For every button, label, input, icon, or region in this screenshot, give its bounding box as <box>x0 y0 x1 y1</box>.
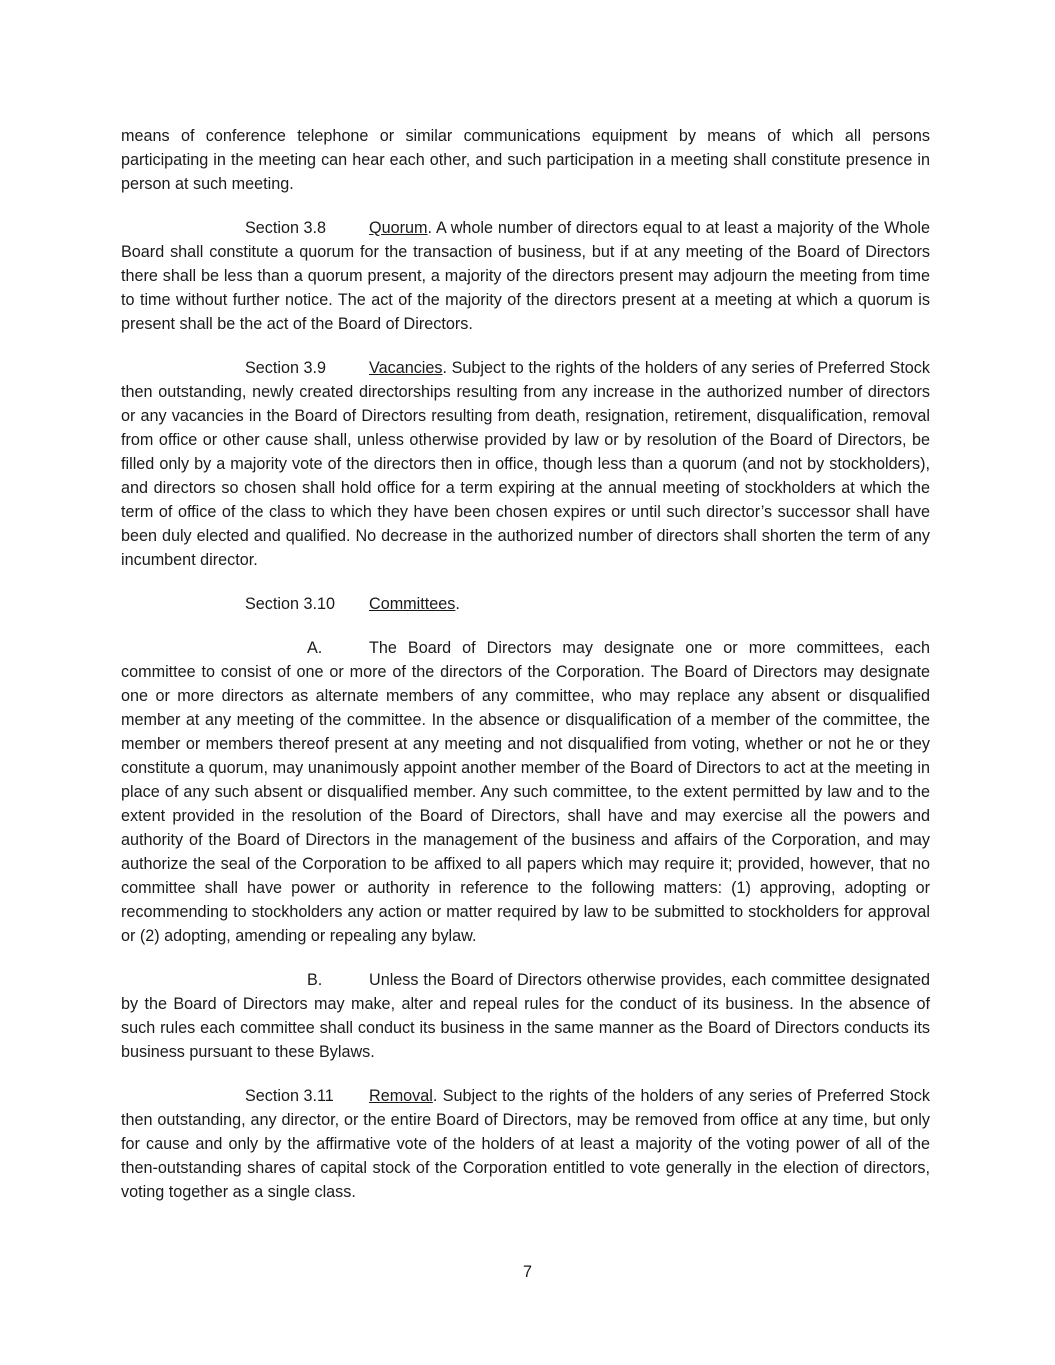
subsection-text: The Board of Directors may designate one or more committees, each committee to consist of one or more of the directors of the Corporation. The Board of Directors may designate one or more directors as alternate members of any committee, who may replace any absent or disqualified member at any meeting of the committee. In the absence or disqualification of a member of the committee, the member or members thereof present at any meeting and not disqualified from voting, whether or not he or they constitute a quorum, may unanimously appoint another member of the Board of Directors to act at the meeting in place of any such absent or disqualified member. Any such committee, to the extent permitted by law and to the extent provided in the resolution of the Board of Directors, shall have and may exercise all the powers and authority of the Board of Directors in the management of the business and affairs of the Corporation, and may authorize the seal of the Corporation to be affixed to all papers which may require it; provided, however, that no committee shall have power or authority in reference to the following matters: (1) approving, adopting or recommending to stockholders any action or matter required by law to be submitted to stockholders for approval or (2) adopting, amending or repealing any bylaw. <box>121 639 930 945</box>
section-text: . <box>455 595 460 613</box>
section-title: Removal <box>369 1087 433 1105</box>
section-title: Vacancies <box>369 359 443 377</box>
section-text: . A whole number of directors equal to at least a majority of the Whole Board shall constitute a quorum for the transaction of business, but if at any meeting of the Board of Directors there shall be less than a quorum present, a majority of the directors present may adjourn the meeting from time to time without further notice. The act of the majority of the directors present at a meeting at which a quorum is present shall be the act of the Board of Directors. <box>121 219 930 333</box>
section-number: Section 3.10 <box>245 595 335 613</box>
section-3-9 <box>121 356 930 572</box>
section-title: Committees <box>369 595 456 613</box>
section-3-10-a <box>121 636 930 948</box>
section-number: Section 3.9 <box>245 359 326 377</box>
section-3-8 <box>121 216 930 336</box>
section-title: Quorum <box>369 219 428 237</box>
document-page <box>121 124 930 1224</box>
section-text: . Subject to the rights of the holders of any series of Preferred Stock then outstanding, newly created directorships resulting from any increase in the authorized number of directors or any vacancies in the Board of Directors resulting from death, resignation, retirement, disqualification, removal from office or other cause shall, unless otherwise provided by law or by resolution of the Board of Directors, be filled only by a majority vote of the directors then in office, though less than a quorum (and not by stockholders), and directors so chosen shall hold office for a term expiring at the annual meeting of stockholders at which the term of office of the class to which they have been chosen expires or until such director’s successor shall have been duly elected and qualified. No decrease in the authorized number of directors shall shorten the term of any incumbent director. <box>121 359 930 569</box>
section-3-10-b <box>121 968 930 1064</box>
section-number: Section 3.11 <box>245 1087 334 1105</box>
section-3-11 <box>121 1084 930 1204</box>
section-3-10 <box>121 592 930 616</box>
page-number: 7 <box>522 1263 532 1281</box>
subsection-label: B. <box>307 971 323 989</box>
section-number: Section 3.8 <box>245 219 326 237</box>
subsection-label: A. <box>307 639 323 657</box>
section-text: . Subject to the rights of the holders of any series of Preferred Stock then outstanding, any director, or the entire Board of Directors, may be removed from office at any time, but only for cause and only by the affirmative vote of the holders of at least a majority of the voting power of all of the then-outstanding shares of capital stock of the Corporation entitled to vote generally in the election of directors, voting together as a single class. <box>121 1087 930 1201</box>
subsection-text: Unless the Board of Directors otherwise provides, each committee designated by the Board of Directors may make, alter and repeal rules for the conduct of its business. In the absence of such rules each committee shall conduct its business in the same manner as the Board of Directors conducts its business pursuant to these Bylaws. <box>121 971 930 1061</box>
paragraph-continuation <box>121 124 930 196</box>
paragraph-text: means of conference telephone or similar communications equipment by means of which all persons participating in the meeting can hear each other, and such participation in a meeting shall constitute presence in person at such meeting. <box>121 127 930 193</box>
